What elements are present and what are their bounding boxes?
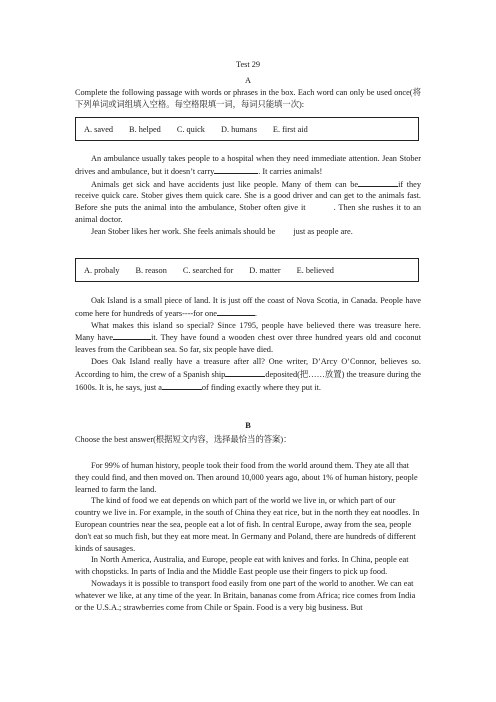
passage-2 bbox=[75, 295, 421, 393]
answer-blank[interactable] bbox=[217, 307, 255, 316]
word-option: B. reason bbox=[135, 265, 167, 275]
word-option: C. quick bbox=[176, 124, 205, 134]
word-box-2 bbox=[75, 258, 419, 282]
passage-1-para-2: Animals get sick and have accidents just like people. Many of them can be if they receive quick care. Stober gives them quick care. She is a good driver and can get to the animals fast. Before she puts the animal into the ambulance, Stober often give it . Then she rushes it to an animal doctor. bbox=[75, 179, 421, 224]
answer-blank[interactable] bbox=[162, 381, 202, 390]
word-option: D. humans bbox=[220, 124, 257, 134]
answer-blank[interactable] bbox=[225, 368, 265, 377]
passage-2-para-3: Does Oak Island really have a treasure after all? One writer, D’Arcy O’Connor, believes so. According to him, the crew of a Spanish ship deposited(把……放置) the treasure during the 1600s. It is, he says, just a of finding exactly where they put it. bbox=[75, 356, 421, 392]
passage-b bbox=[75, 460, 421, 613]
passage-1 bbox=[75, 153, 421, 238]
word-option: B. helped bbox=[129, 124, 161, 134]
answer-blank[interactable] bbox=[113, 331, 151, 340]
word-option: C. searched for bbox=[182, 265, 234, 275]
passage-b-para: In North America, Australia, and Europe, people eat with knives and forks. In China, people eat with chopsticks. In parts of India and the Middle East people use their fingers to pick up food. bbox=[75, 555, 409, 577]
word-option: A. saved bbox=[84, 124, 114, 134]
passage-2-para-1: Oak Island is a small piece of land. It is just off the coast of Nova Scotia, in Canada. People have come here for hundreds of years----for one . bbox=[75, 296, 421, 318]
test-title: Test 29 bbox=[235, 60, 261, 69]
instructions-text: Choose the best answer(根据短文内容，选择最恰当的答案)： bbox=[75, 435, 292, 444]
section-a-instructions bbox=[75, 87, 421, 111]
passage-b-para: For 99% of human history, people took their food from the world around them. They ate all that they could find, and then moved on. Then around 10,000 years ago, about 1% of human history, people learned to farm the land. bbox=[75, 461, 418, 494]
answer-blank[interactable] bbox=[306, 202, 334, 210]
section-a-heading: A bbox=[245, 76, 251, 85]
section-b-heading: B bbox=[245, 421, 251, 430]
passage-1-para-1: An ambulance usually takes people to a hospital when they need immediate attention. Jean Stober drives and ambulance, but it doesn’t carry . It carries animals! bbox=[75, 154, 421, 176]
answer-blank[interactable] bbox=[275, 226, 293, 234]
word-box-1 bbox=[75, 117, 419, 141]
passage-b-para: Nowadays it is possible to transport food easily from one part of the world to another. We can eat whatever we like, at any time of the year. In Britain, bananas come from Africa; rice comes from India or the U.S.A.; strawberries come from Chile or Spain. Food is a very big business. But bbox=[75, 578, 416, 612]
instructions-text: Complete the following passage with words or phrases in the box. Each word can only be used once(将下列单词或词组填入空格。每空格限填一词，每词只能填一次): bbox=[75, 88, 421, 109]
passage-b-para: The kind of food we eat depends on which part of the world we live in, or which part of our country we live in. For example, in the south of China they eat rice, but in the north they eat noodles. In European countries near the sea, people eat a lot of fish. In central Europe, away from the sea, people don't eat so much fish, but they eat more meat. In Germany and Poland, there are hundreds of different kinds of sausages. bbox=[75, 496, 420, 553]
answer-blank[interactable] bbox=[214, 165, 258, 174]
answer-blank[interactable] bbox=[358, 178, 398, 187]
passage-1-para-3: Jean Stober likes her work. She feels animals should be just as people are. bbox=[91, 226, 353, 236]
section-b-instructions bbox=[75, 434, 421, 446]
word-option: E. first aid bbox=[272, 124, 308, 134]
word-option: E. believed bbox=[296, 265, 334, 275]
word-option: A. probaly bbox=[84, 265, 120, 275]
word-option: D. matter bbox=[249, 265, 281, 275]
passage-2-para-2: What makes this island so special? Since 1795, people have believed there was treasure here. Many have it. They have found a wooden chest over three hundred years old and coconut leaves from the Caribbean sea. So far, six people have died. bbox=[75, 320, 421, 355]
